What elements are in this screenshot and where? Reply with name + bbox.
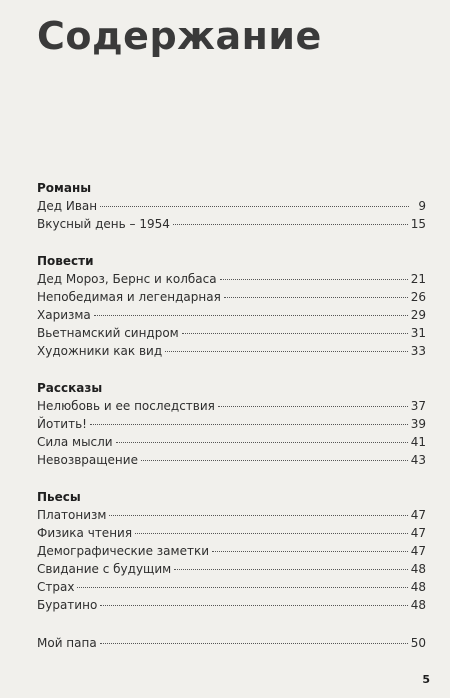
- toc-section: [37, 180, 426, 233]
- toc-entry-page: 41: [410, 435, 426, 449]
- toc-entry-page: 47: [410, 544, 426, 558]
- toc-entry: [37, 397, 426, 415]
- toc-entry: [37, 506, 426, 524]
- toc-entry-page: 39: [410, 417, 426, 431]
- dot-leader: [220, 279, 408, 280]
- toc-entry-label: Непобедимая и легендарная: [37, 290, 221, 304]
- toc-section: [37, 380, 426, 469]
- toc-entry: [37, 596, 426, 614]
- toc-entry: [37, 215, 426, 233]
- toc-entry-label: Йотить!: [37, 417, 87, 431]
- dot-leader: [141, 460, 408, 461]
- dot-leader: [100, 605, 407, 606]
- toc-entry-label: Вьетнамский синдром: [37, 326, 179, 340]
- toc-entry-page: 47: [410, 526, 426, 540]
- dot-leader: [94, 315, 408, 316]
- toc-entry-page: 26: [410, 290, 426, 304]
- toc-entry-label: Страх: [37, 580, 75, 594]
- toc-entry-label: Буратино: [37, 598, 98, 612]
- dot-leader: [135, 533, 408, 534]
- dot-leader: [182, 333, 408, 334]
- toc-entry-page: 48: [410, 598, 426, 612]
- dot-leader: [77, 587, 407, 588]
- toc-entry-label: Невозвращение: [37, 453, 138, 467]
- toc-entry-label: Нелюбовь и ее последствия: [37, 399, 215, 413]
- toc-entry-page: 9: [418, 199, 426, 213]
- toc-entry: [37, 415, 426, 433]
- toc-entry: [37, 324, 426, 342]
- dot-leader: [212, 551, 408, 552]
- toc-entry-page: 15: [410, 217, 426, 231]
- toc-entry: [37, 197, 426, 215]
- page-number: 5: [422, 673, 430, 686]
- page-title: Содержание: [37, 14, 322, 58]
- toc-entry: [37, 288, 426, 306]
- dot-leader: [173, 224, 408, 225]
- toc-entry-page: 21: [410, 272, 426, 286]
- toc-entry-label: Сила мысли: [37, 435, 113, 449]
- table-of-contents: [37, 180, 426, 652]
- toc-entry: [37, 342, 426, 360]
- toc-entry-page: 37: [410, 399, 426, 413]
- toc-entry-page: 48: [410, 580, 426, 594]
- toc-section: [37, 253, 426, 360]
- section-title: Романы: [37, 181, 92, 195]
- section-title: Рассказы: [37, 381, 103, 395]
- dot-leader: [174, 569, 408, 570]
- toc-entry: [37, 270, 426, 288]
- section-title: Повести: [37, 254, 94, 268]
- toc-entry-label: Дед Иван: [37, 199, 98, 213]
- toc-entry: [37, 524, 426, 542]
- toc-entry-label: Художники как вид: [37, 344, 163, 358]
- toc-entry-label: Свидание с будущим: [37, 562, 172, 576]
- toc-entry: [37, 578, 426, 596]
- dot-leader: [218, 406, 408, 407]
- dot-leader: [90, 424, 408, 425]
- toc-sections: [37, 180, 426, 614]
- toc-entry-page: 48: [410, 562, 426, 576]
- toc-entry-label: Дед Мороз, Бернс и колбаса: [37, 272, 217, 286]
- toc-entry-page: 33: [410, 344, 426, 358]
- dot-leader: [224, 297, 408, 298]
- dot-leader: [165, 351, 408, 352]
- dot-leader: [100, 206, 409, 207]
- section-title: Пьесы: [37, 490, 81, 504]
- toc-entry-label: Демографические заметки: [37, 544, 210, 558]
- toc-entry: [37, 451, 426, 469]
- toc-entry: [37, 433, 426, 451]
- toc-entry-label: Платонизм: [37, 508, 107, 522]
- toc-entry: [37, 306, 426, 324]
- dot-leader: [100, 643, 408, 644]
- toc-entry-page: 31: [410, 326, 426, 340]
- toc-entry-label: Физика чтения: [37, 526, 133, 540]
- toc-entry: [37, 542, 426, 560]
- dot-leader: [109, 515, 407, 516]
- toc-entry-label: Мой папа: [37, 636, 97, 650]
- toc-entry-page: 50: [410, 636, 426, 650]
- dot-leader: [116, 442, 408, 443]
- toc-entry-page: 47: [410, 508, 426, 522]
- toc-entry-label: Харизма: [37, 308, 91, 322]
- toc-entry: [37, 560, 426, 578]
- toc-entry-label: Вкусный день – 1954: [37, 217, 170, 231]
- toc-entry-page: 29: [410, 308, 426, 322]
- toc-entry: [37, 634, 426, 652]
- toc-entry-page: 43: [410, 453, 426, 467]
- toc-section: [37, 489, 426, 614]
